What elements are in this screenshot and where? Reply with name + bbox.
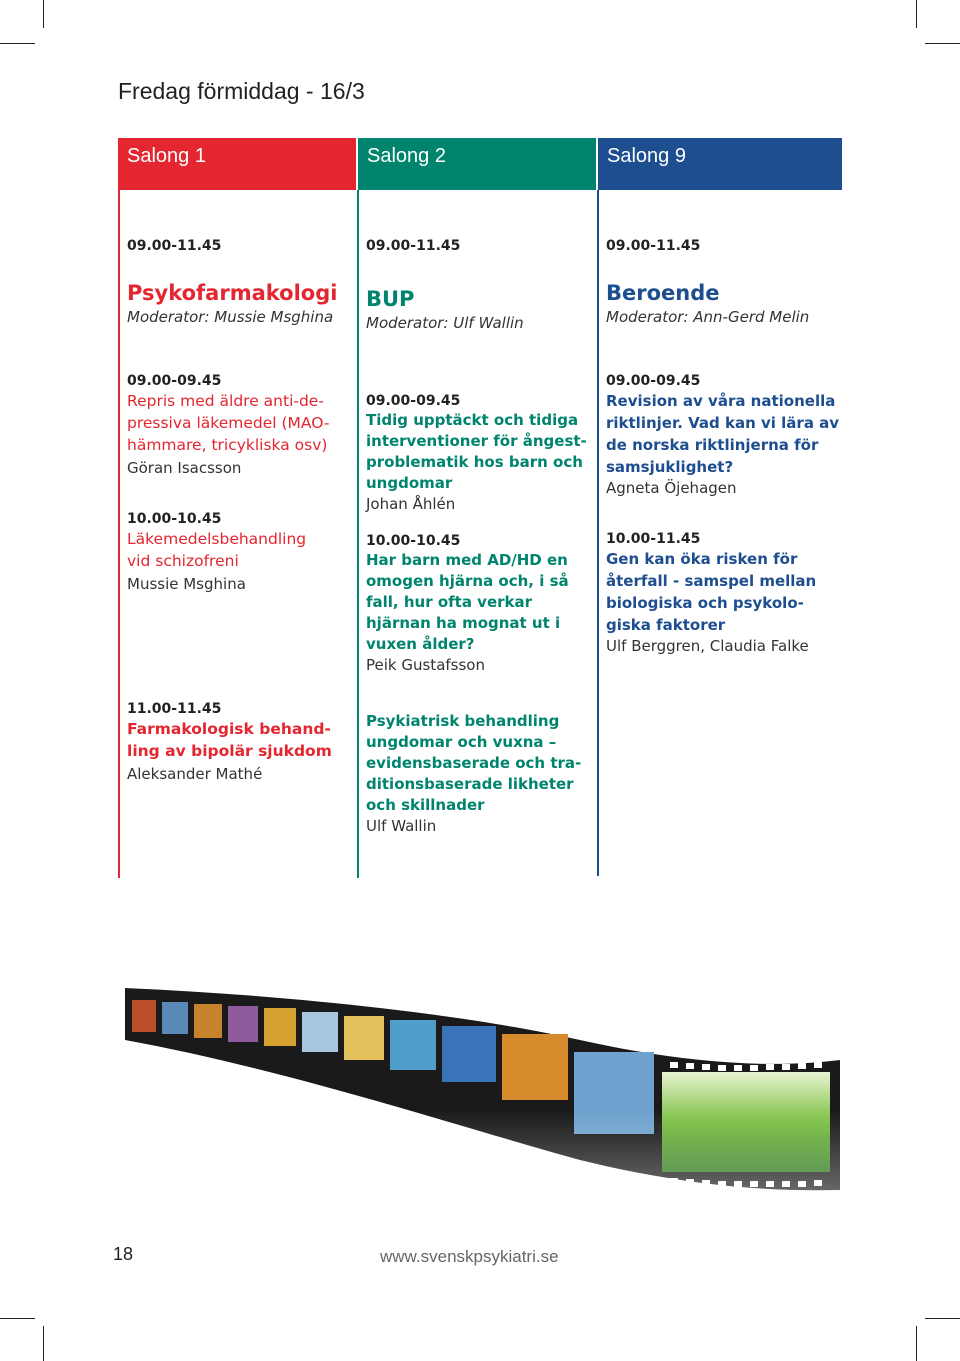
salong-1-column [127, 237, 355, 837]
session-title: Repris med äldre anti-de- pressiva läkemedel (MAO- hämmare, tricykliska osv) [127, 392, 330, 454]
crop-mark [916, 0, 917, 28]
track-time: 09.00-11.45 [127, 238, 222, 254]
track-title: BUP [366, 287, 415, 311]
page-title: Fredag förmiddag - 16/3 [118, 78, 365, 104]
session-time: 10.00-10.45 [366, 533, 461, 549]
session-speaker: Agneta Öjehagen [606, 479, 737, 497]
session [366, 711, 594, 837]
session-title: Revision av våra nationella riktlinjer. Vad kan vi lära av de norska riktlinjerna för samsjuklighet? [606, 392, 840, 476]
session-time: 10.00-11.45 [606, 531, 701, 547]
session-speaker: Peik Gustafsson [366, 656, 485, 674]
moderator: Moderator: Ann-Gerd Melin [606, 308, 810, 326]
track-time: 09.00-11.45 [606, 238, 701, 254]
session-time: 11.00-11.45 [127, 701, 222, 717]
column-divider [357, 190, 359, 878]
track-time: 09.00-11.45 [366, 238, 461, 254]
salong-2-header: Salong 2 [358, 138, 596, 190]
session [606, 530, 842, 657]
session-title: Farmakologisk behand- ling av bipolär sjukdom [127, 720, 332, 760]
track-title: Beroende [606, 281, 720, 305]
crop-mark [0, 43, 35, 44]
page-number: 18 [113, 1244, 134, 1264]
salong-9-header: Salong 9 [598, 138, 842, 190]
session [606, 372, 842, 499]
session-time: 10.00-10.45 [127, 511, 222, 527]
film-strip-illustration [110, 960, 850, 1230]
session-time: 09.00-09.45 [366, 393, 461, 409]
crop-mark [43, 0, 44, 28]
session-speaker: Göran Isacsson [127, 459, 242, 477]
salong-2-column [366, 237, 594, 837]
moderator: Moderator: Mussie Msghina [127, 308, 334, 326]
column-divider [118, 190, 120, 878]
session-speaker: Ulf Berggren, Claudia Falke [606, 637, 809, 655]
session-title: Har barn med AD/HD en omogen hjärna och, i så fall, hur ofta verkar hjärnan ha mognat ut i vuxen ålder? [366, 551, 569, 653]
crop-mark [0, 1318, 35, 1319]
session-title: Läkemedelsbehandling vid schizofreni [127, 530, 307, 570]
session-speaker: Ulf Wallin [366, 817, 437, 835]
session-speaker: Mussie Msghina [127, 575, 246, 593]
session [366, 532, 594, 676]
session-title: Tidig upptäckt och tidiga interventioner för ångest- problematik hos barn och ungdomar [366, 411, 587, 492]
crop-mark [916, 1326, 917, 1361]
session-title: Psykiatrisk behandling ungdomar och vuxna – evidensbaserade och tra- ditionsbaserade likheter och skillnader [366, 712, 582, 814]
session-title: Gen kan öka risken för återfall - samspel mellan biologiska och psykolo- giska faktorer [606, 550, 817, 634]
crop-mark [925, 43, 960, 44]
session-speaker: Aleksander Mathé [127, 765, 263, 783]
website-link[interactable]: www.svenskpsykiatri.se [380, 1247, 559, 1266]
session [127, 510, 355, 595]
session-speaker: Johan Åhlén [366, 495, 456, 513]
column-divider [597, 190, 599, 876]
session [127, 700, 355, 785]
salong-9-column [606, 237, 842, 837]
track-title: Psykofarmakologi [127, 281, 338, 305]
salong-1-header: Salong 1 [118, 138, 356, 190]
crop-mark [43, 1326, 44, 1361]
moderator: Moderator: Ulf Wallin [366, 314, 524, 332]
session-time: 09.00-09.45 [606, 373, 701, 389]
session-time: 09.00-09.45 [127, 373, 222, 389]
session [127, 372, 355, 479]
session [366, 392, 594, 515]
crop-mark [925, 1318, 960, 1319]
